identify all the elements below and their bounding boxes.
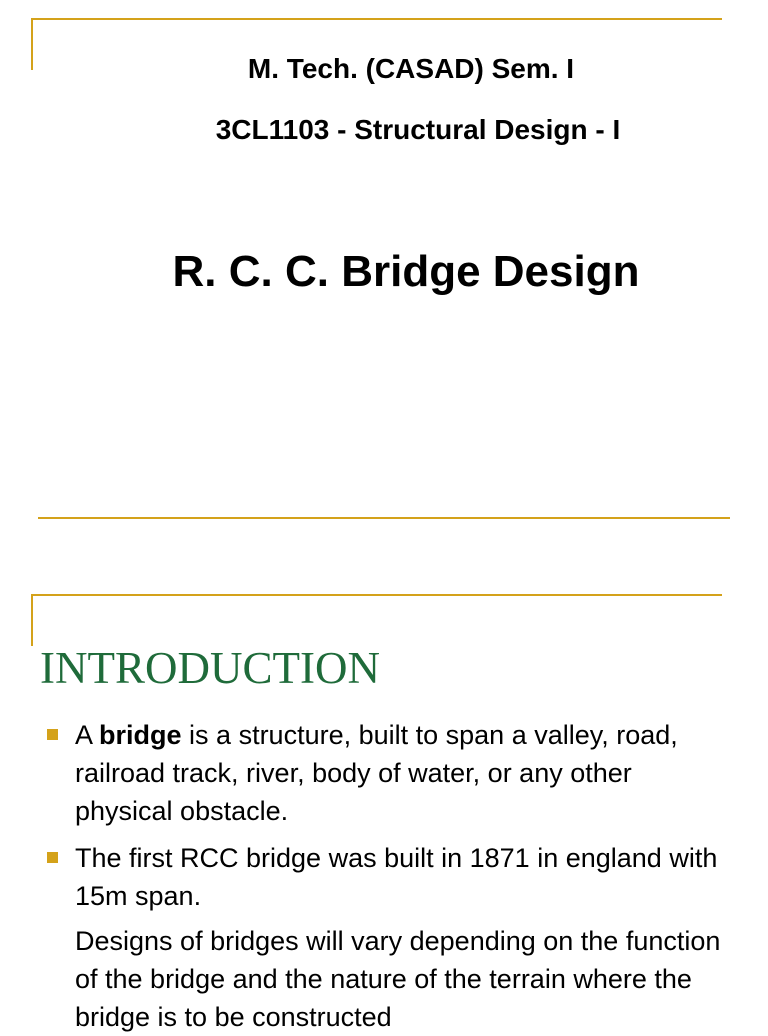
bullet-text: The first RCC bridge was built in 1871 in england with 15m span.: [75, 843, 718, 911]
slide-frame-top-rule: [32, 594, 722, 596]
slide-introduction: [0, 540, 768, 1032]
square-bullet-icon: [47, 729, 58, 740]
square-bullet-icon: [47, 852, 58, 863]
slide-frame-top-rule: [32, 18, 722, 20]
bullet-text-rest: is a structure, built to span a valley, road, railroad track, river, body of water, or any other physical obstacle.: [75, 720, 678, 826]
course-name: M. Tech. (CASAD) Sem. I: [247, 53, 575, 84]
bullet-list: [0, 716, 768, 1036]
presentation-title: R. C. C. Bridge Design: [172, 247, 640, 296]
section-heading: INTRODUCTION: [40, 643, 380, 693]
list-item: [0, 716, 725, 830]
bullet-text-prefix: A: [75, 720, 100, 750]
body-paragraph: Designs of bridges will vary depending on the function of the bridge and the nature of the terrain where the bridge is to be constructed: [75, 926, 721, 1032]
list-item: [0, 839, 725, 915]
slide-bottom-rule: [38, 517, 730, 519]
course-code: 3CL1103 - Structural Design - I: [215, 114, 621, 145]
slide-frame-left-rule: [31, 594, 33, 646]
bullet-text-bold: bridge: [99, 720, 182, 750]
